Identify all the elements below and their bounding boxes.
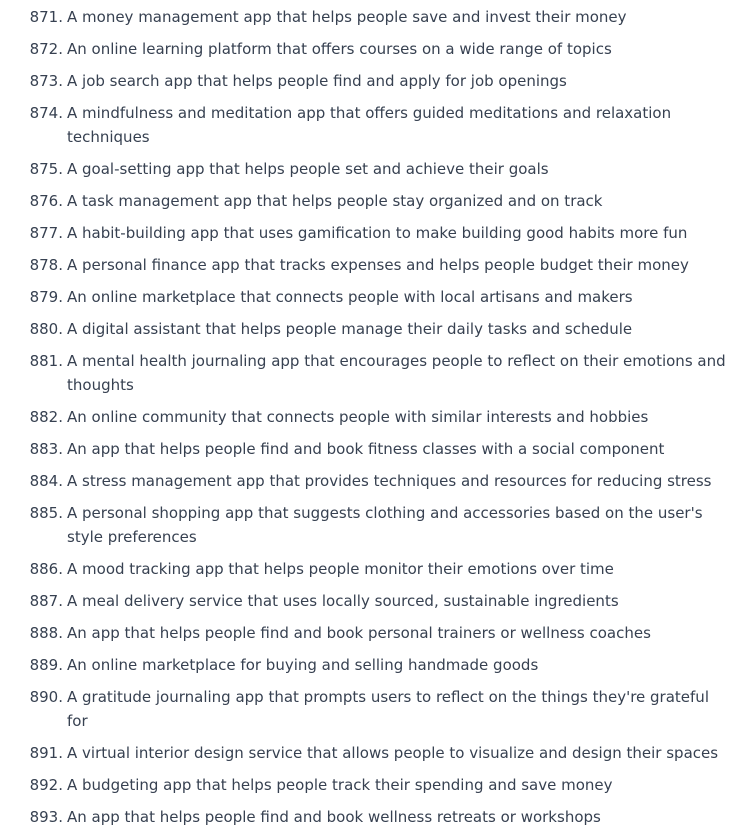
list-item bbox=[0, 5, 751, 29]
item-text: A meal delivery service that uses locally sourced, sustainable ingredients bbox=[67, 592, 619, 610]
item-text: An online marketplace that connects people with local artisans and makers bbox=[67, 288, 633, 306]
list-item bbox=[0, 557, 751, 581]
item-text: A gratitude journaling app that prompts users to reflect on the things they're grateful for bbox=[67, 688, 709, 730]
item-number: 886. bbox=[29, 560, 63, 578]
item-text: A stress management app that provides techniques and resources for reducing stress bbox=[67, 472, 712, 490]
item-number: 879. bbox=[29, 288, 63, 306]
item-text: A personal finance app that tracks expenses and helps people budget their money bbox=[67, 256, 689, 274]
item-text: A budgeting app that helps people track their spending and save money bbox=[67, 776, 613, 794]
item-text: An online community that connects people with similar interests and hobbies bbox=[67, 408, 649, 426]
item-number: 876. bbox=[29, 192, 63, 210]
list-item bbox=[0, 69, 751, 93]
item-number: 872. bbox=[29, 40, 63, 58]
list-item bbox=[0, 653, 751, 677]
item-number: 893. bbox=[29, 808, 63, 826]
list-item bbox=[0, 469, 751, 493]
list-item bbox=[0, 405, 751, 429]
item-text: An online marketplace for buying and selling handmade goods bbox=[67, 656, 539, 674]
item-number: 882. bbox=[29, 408, 63, 426]
item-text: A virtual interior design service that allows people to visualize and design their spaces bbox=[67, 744, 719, 762]
item-text: A job search app that helps people find and apply for job openings bbox=[67, 72, 567, 90]
item-text: A money management app that helps people save and invest their money bbox=[67, 8, 627, 26]
list-item bbox=[0, 685, 751, 733]
item-number: 887. bbox=[29, 592, 63, 610]
item-number: 878. bbox=[29, 256, 63, 274]
item-number: 877. bbox=[29, 224, 63, 242]
list-item bbox=[0, 349, 751, 397]
item-text: A goal-setting app that helps people set and achieve their goals bbox=[67, 160, 549, 178]
item-text: An app that helps people find and book wellness retreats or workshops bbox=[67, 808, 601, 826]
item-number: 880. bbox=[29, 320, 63, 338]
list-item bbox=[0, 157, 751, 181]
item-number: 892. bbox=[29, 776, 63, 794]
list-item bbox=[0, 589, 751, 613]
item-number: 873. bbox=[29, 72, 63, 90]
item-text: An app that helps people find and book personal trainers or wellness coaches bbox=[67, 624, 651, 642]
list-item bbox=[0, 221, 751, 245]
item-text: A mood tracking app that helps people monitor their emotions over time bbox=[67, 560, 614, 578]
item-text: A task management app that helps people stay organized and on track bbox=[67, 192, 603, 210]
item-number: 883. bbox=[29, 440, 63, 458]
item-text: An online learning platform that offers courses on a wide range of topics bbox=[67, 40, 612, 58]
item-text: A digital assistant that helps people manage their daily tasks and schedule bbox=[67, 320, 633, 338]
list-item bbox=[0, 501, 751, 549]
item-number: 871. bbox=[29, 8, 63, 26]
item-number: 890. bbox=[29, 688, 63, 706]
list-item bbox=[0, 805, 751, 829]
item-text: An app that helps people find and book fitness classes with a social component bbox=[67, 440, 665, 458]
list-item bbox=[0, 741, 751, 765]
item-number: 875. bbox=[29, 160, 63, 178]
list-item bbox=[0, 189, 751, 213]
item-number: 874. bbox=[29, 104, 63, 122]
list-item bbox=[0, 437, 751, 461]
item-number: 891. bbox=[29, 744, 63, 762]
item-number: 888. bbox=[29, 624, 63, 642]
list-item bbox=[0, 285, 751, 309]
item-text: A mental health journaling app that encourages people to reflect on their emotions and thoughts bbox=[67, 352, 726, 394]
list-item bbox=[0, 253, 751, 277]
list-item bbox=[0, 101, 751, 149]
item-text: A personal shopping app that suggests clothing and accessories based on the user's style preferences bbox=[67, 504, 703, 546]
item-number: 889. bbox=[29, 656, 63, 674]
list-item bbox=[0, 37, 751, 61]
item-number: 885. bbox=[29, 504, 63, 522]
item-number: 881. bbox=[29, 352, 63, 370]
list-item bbox=[0, 773, 751, 797]
list-item bbox=[0, 317, 751, 341]
item-number: 884. bbox=[29, 472, 63, 490]
item-text: A habit-building app that uses gamification to make building good habits more fun bbox=[67, 224, 688, 242]
item-text: A mindfulness and meditation app that offers guided meditations and relaxation techniques bbox=[67, 104, 672, 146]
list-item bbox=[0, 621, 751, 645]
